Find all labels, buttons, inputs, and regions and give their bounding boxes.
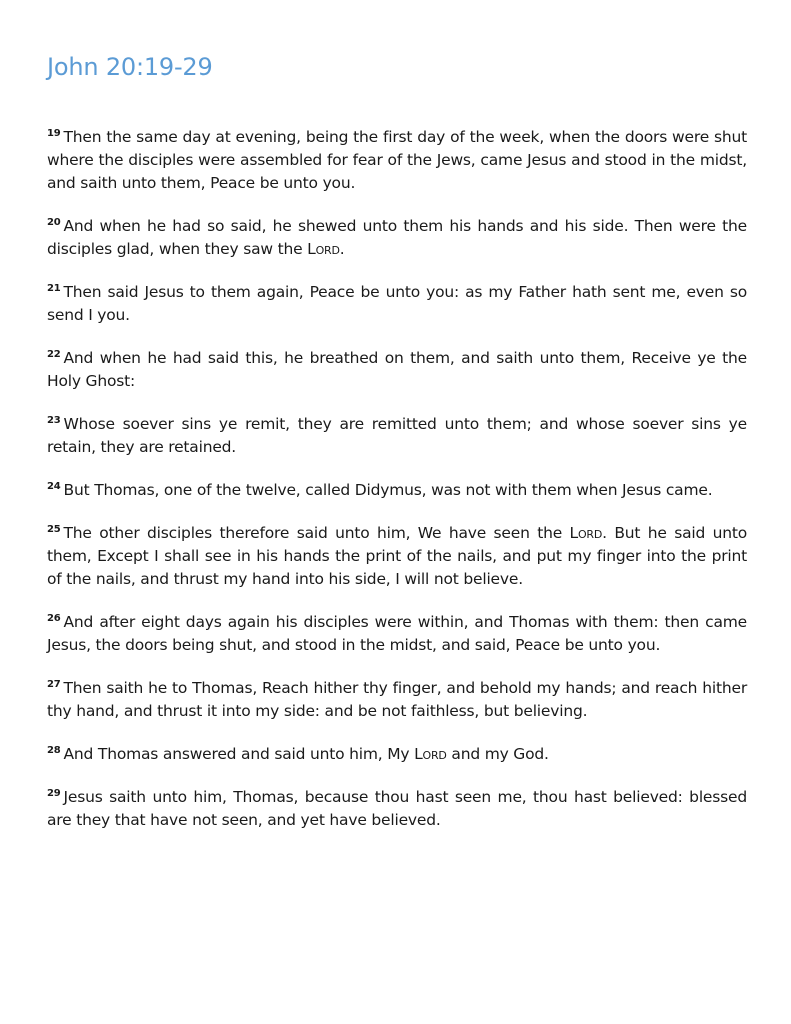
passage-title: John 20:19-29 — [47, 53, 213, 81]
lord-small-caps: Lord — [307, 240, 340, 258]
verse-number: 26 — [47, 612, 61, 624]
verse-number: 19 — [47, 127, 61, 139]
verse-text: Whose soever sins ye remit, they are remitted unto them; and whose soever sins ye retain, they are retained. — [47, 415, 747, 456]
verse-text: And Thomas answered and said unto him, My — [63, 745, 415, 763]
verse-number: 23 — [47, 414, 61, 426]
verse-number: 25 — [47, 523, 61, 535]
verse-text: Then the same day at evening, being the first day of the week, when the doors were shut where the disciples were assembled for fear of the Jews, came Jesus and stood in the midst, and saith unto them, Peace be unto you. — [47, 128, 747, 192]
verse-24 — [47, 479, 747, 502]
lord-small-caps: Lord — [569, 524, 603, 542]
verse-text: Jesus saith unto him, Thomas, because thou hast seen me, thou hast believed: blessed are they that have not seen, and yet have believed. — [47, 788, 747, 829]
verse-26 — [47, 611, 747, 657]
verse-text: Then saith he to Thomas, Reach hither thy finger, and behold my hands; and reach hither thy hand, and thrust it into my side: and be not faithless, but believing. — [47, 679, 747, 720]
verse-number: 29 — [47, 787, 61, 799]
verse-text-end: . But he said unto them, Except I shall see in his hands the print of the nails, and put my finger into the print of the nails, and thrust my hand into his side, I will not believe. — [47, 524, 748, 588]
verse-number: 28 — [47, 744, 61, 756]
verse-22 — [47, 347, 747, 393]
verse-number: 22 — [47, 348, 61, 360]
verse-number: 20 — [47, 216, 61, 228]
verse-text-end: and my God. — [446, 745, 549, 763]
verse-text: Then said Jesus to them again, Peace be unto you: as my Father hath sent me, even so send I you. — [47, 283, 747, 324]
verse-text: And when he had said this, he breathed on them, and saith unto them, Receive ye the Holy Ghost: — [47, 349, 747, 390]
verse-text: And when he had so said, he shewed unto them his hands and his side. Then were the disciples glad, when they saw the — [47, 217, 747, 258]
verse-text-end: . — [339, 240, 345, 258]
verse-28 — [47, 743, 747, 766]
verse-19 — [47, 126, 747, 195]
verse-text: The other disciples therefore said unto him, We have seen the — [63, 524, 570, 542]
lord-small-caps: Lord — [414, 745, 447, 763]
verse-25 — [47, 522, 747, 591]
verse-text: But Thomas, one of the twelve, called Didymus, was not with them when Jesus came. — [63, 481, 713, 499]
verse-29 — [47, 786, 747, 832]
verse-27 — [47, 677, 747, 723]
verse-number: 21 — [47, 282, 61, 294]
passage-body — [47, 126, 747, 852]
verse-number: 24 — [47, 480, 61, 492]
verse-21 — [47, 281, 747, 327]
verse-20 — [47, 215, 747, 261]
verse-23 — [47, 413, 747, 459]
verse-number: 27 — [47, 678, 61, 690]
verse-text: And after eight days again his disciples were within, and Thomas with them: then came Jesus, the doors being shut, and stood in the midst, and said, Peace be unto you. — [47, 613, 747, 654]
